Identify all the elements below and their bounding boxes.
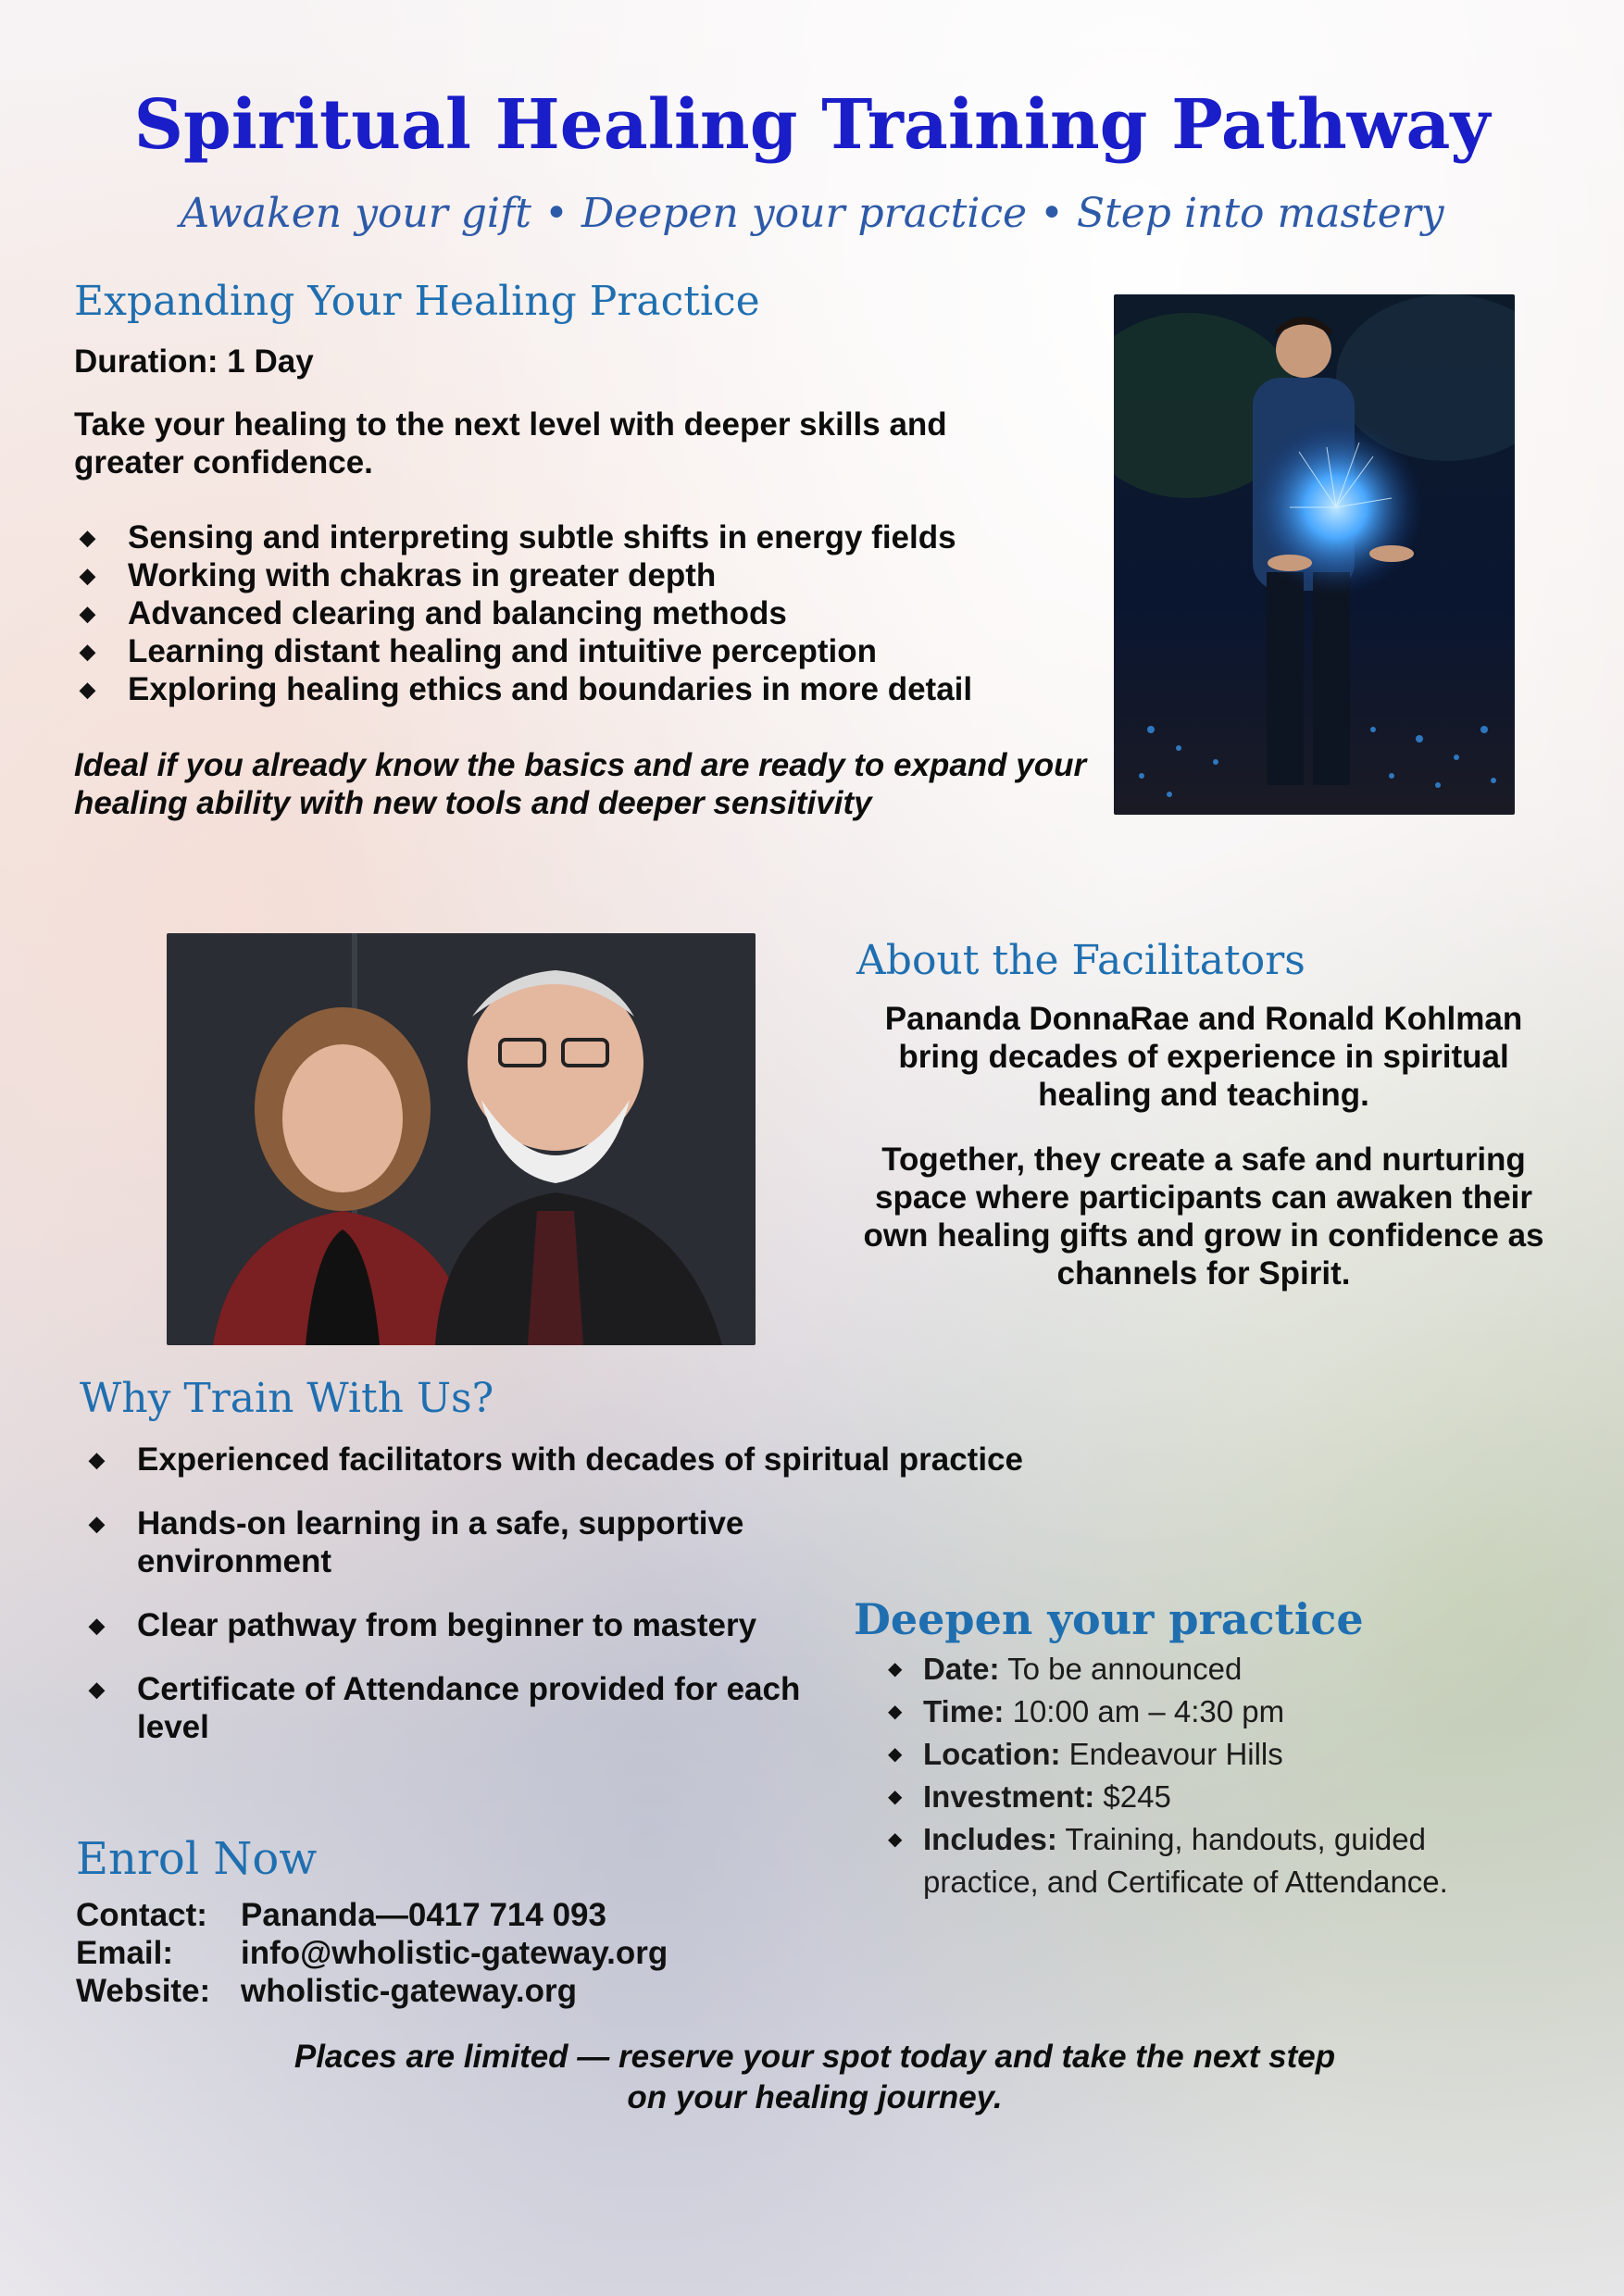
contact-phone-row [76,1896,668,1934]
list-item: ◆ Learning distant healing and intuitive perception [80,633,877,669]
list-item: ◆ Working with chakras in greater depth [80,557,717,593]
list-item: ◆ Experienced facilitators with decades of spiritual practice [89,1441,1023,1478]
why-heading: Why Train With Us? [80,1375,494,1422]
diamond-bullet-icon: ◆ [89,1512,105,1535]
facilitators-description: Together, they create a safe and nurturing space where participants can awaken their own healing gifts and grow in confidence as channels for Spirit. [863,1142,1544,1292]
course-intro: Take your healing to the next level with deeper skills and greater confidence. [74,406,947,480]
diamond-bullet-icon: ◆ [888,1787,903,1807]
facilitators-photo [167,933,756,1345]
contact-email-row [76,1934,668,1972]
detail-includes: ◆ Includes: Training, handouts, guided practice, and Certificate of Attendance. [884,1818,1532,1903]
contact-label: Contact: [76,1897,207,1933]
course-duration: Duration: 1 Day [74,343,314,380]
contact-website-row [76,1972,668,2010]
diamond-bullet-icon: ◆ [80,678,95,701]
contact-email-link[interactable]: info@wholistic-gateway.org [241,1935,668,1971]
page-tagline: Awaken your gift • Deepen your practice • Step into mastery [180,190,1444,237]
email-label: Email: [76,1935,174,1971]
diamond-bullet-icon: ◆ [888,1702,903,1722]
course-heading: Expanding Your Healing Practice [74,278,760,325]
diamond-bullet-icon: ◆ [80,602,95,625]
facilitators-intro: Pananda DonnaRae and Ronald Kohlman bring decades of experience in spiritual healing and teaching. [884,1001,1523,1113]
diamond-bullet-icon: ◆ [888,1659,903,1679]
contact-website-link[interactable]: wholistic-gateway.org [241,1973,578,2009]
energy-healer-photo [1114,294,1515,815]
list-item: ◆ Exploring healing ethics and boundaries in more detail [80,671,973,707]
facilitators-heading: About the Facilitators [856,937,1305,984]
detail-location: ◆ Location: Endeavour Hills [884,1733,1532,1776]
list-item: ◆ Clear pathway from beginner to mastery [89,1607,757,1643]
diamond-bullet-icon: ◆ [888,1744,903,1765]
course-ideal-note: Ideal if you already know the basics and are ready to expand your healing ability with new tools and deeper sensitivity [74,747,1087,821]
diamond-bullet-icon: ◆ [80,640,95,663]
diamond-bullet-icon: ◆ [80,526,95,549]
page-title: Spiritual Healing Training Pathway [133,85,1491,165]
list-item: ◆ Hands-on learning in a safe, supportive environment [89,1505,744,1579]
detail-investment: ◆ Investment: $245 [884,1776,1532,1818]
diamond-bullet-icon: ◆ [89,1448,105,1471]
diamond-bullet-icon: ◆ [80,564,95,587]
detail-time: ◆ Time: 10:00 am – 4:30 pm [884,1691,1532,1733]
list-item: ◆ Advanced clearing and balancing methods [80,595,787,631]
course-topics-list [74,518,1074,708]
contact-phone[interactable]: Pananda—0417 714 093 [241,1897,606,1933]
event-details-list [884,1648,1532,1903]
enrol-heading: Enrol Now [76,1833,318,1885]
footer-note: Places are limited — reserve your spot today and take the next step on your healing journey. [294,2039,1336,2115]
list-item: ◆ Certificate of Attendance provided for each level [89,1671,801,1745]
why-list [83,1441,1023,1746]
list-item: ◆ Sensing and interpreting subtle shifts in energy fields [80,519,956,555]
detail-date: ◆ Date: To be announced [884,1648,1532,1691]
diamond-bullet-icon: ◆ [89,1678,105,1701]
diamond-bullet-icon: ◆ [89,1614,105,1637]
details-heading: Deepen your practice [854,1594,1364,1644]
contact-block [76,1896,668,2010]
website-label: Website: [76,1973,211,2009]
diamond-bullet-icon: ◆ [888,1829,903,1850]
